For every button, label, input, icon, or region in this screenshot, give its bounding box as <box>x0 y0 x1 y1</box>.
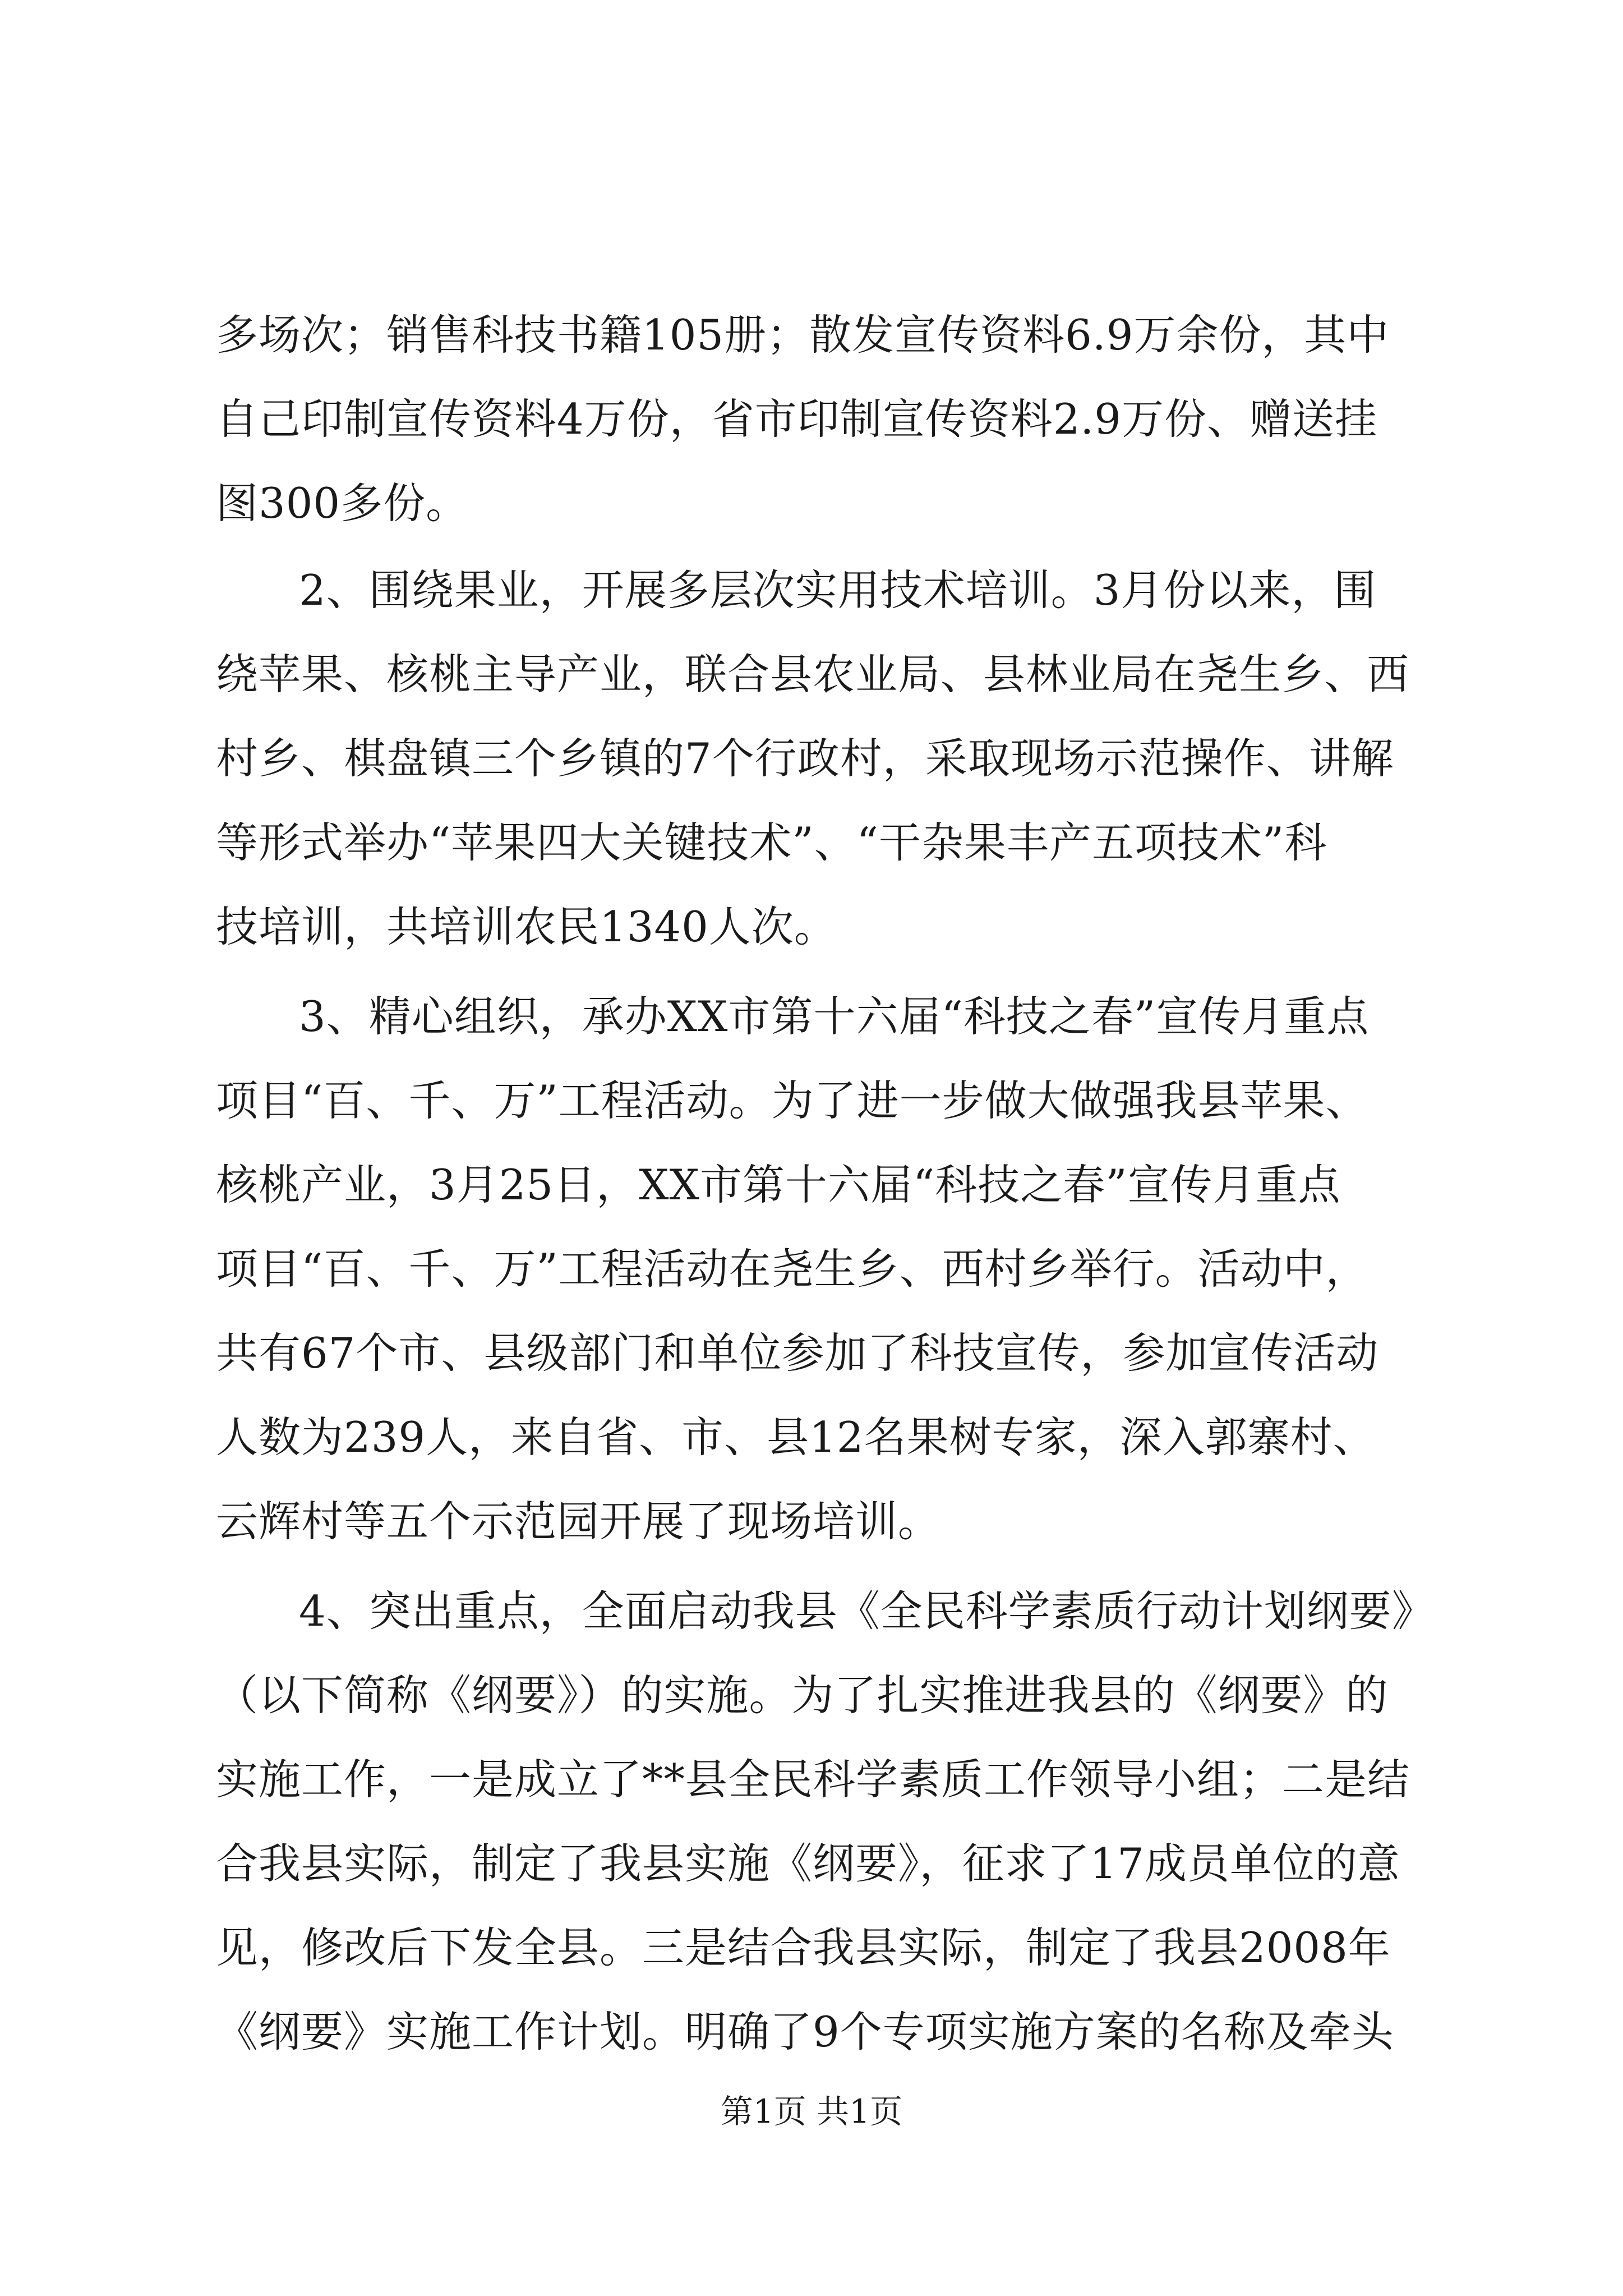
text-line: 人数为239人，来自省、市、县12名果树专家，深入郭寨村、 <box>216 1412 1376 1462</box>
text-line: 项目“百、千、万”工程活动。为了进一步做大做强我县苹果、 <box>216 1076 1368 1125</box>
text-line: 见，修改后下发全县。三是结合我县实际，制定了我县2008年 <box>216 1923 1391 1972</box>
text-line: 项目“百、千、万”工程活动在尧生乡、西村乡举行。活动中， <box>216 1244 1368 1294</box>
text-line: 《纲要》实施工作计划。明确了9个专项实施方案的名称及牵头 <box>216 2007 1394 2056</box>
text-line: 多场次；销售科技书籍105册；散发宣传资料6.9万余份，其中 <box>216 310 1390 360</box>
text-line: 图300多份。 <box>216 478 469 528</box>
text-line: （以下简称《纲要》）的实施。为了扎实推进我县的《纲要》的 <box>216 1671 1389 1720</box>
text-line: 技培训，共培训农民1340人次。 <box>216 902 837 951</box>
text-line: 村乡、棋盘镇三个乡镇的7个行政村，采取现场示范操作、讲解 <box>216 734 1394 783</box>
text-line: 3、精心组织，承办XX市第十六届“科技之春”宣传月重点 <box>299 992 1370 1041</box>
page-footer: 第1页 共1页 <box>720 2092 903 2131</box>
text-line: 4、突出重点，全面启动我县《全民科学素质行动计划纲要》 <box>299 1586 1435 1636</box>
text-line: 等形式举办“苹果四大关键技术”、“干杂果丰产五项技术”科 <box>216 818 1327 867</box>
text-line: 核桃产业，3月25日，XX市第十六届“科技之春”宣传月重点 <box>216 1160 1341 1209</box>
text-line: 2、围绕果业，开展多层次实用技术培训。3月份以来，围 <box>299 565 1377 615</box>
text-line: 云辉村等五个示范园开展了现场培训。 <box>216 1497 941 1546</box>
text-line: 自己印制宣传资料4万份，省市印制宣传资料2.9万份、赠送挂 <box>216 394 1377 444</box>
text-line: 实施工作，一是成立了**县全民科学素质工作领导小组；二是结 <box>216 1755 1410 1804</box>
text-line: 共有67个市、县级部门和单位参加了科技宣传，参加宣传活动 <box>216 1328 1379 1378</box>
text-line: 绕苹果、核桃主导产业，联合县农业局、县林业局在尧生乡、西 <box>216 650 1410 699</box>
text-line: 合我县实际，制定了我县实施《纲要》，征求了17成员单位的意 <box>216 1839 1400 1888</box>
